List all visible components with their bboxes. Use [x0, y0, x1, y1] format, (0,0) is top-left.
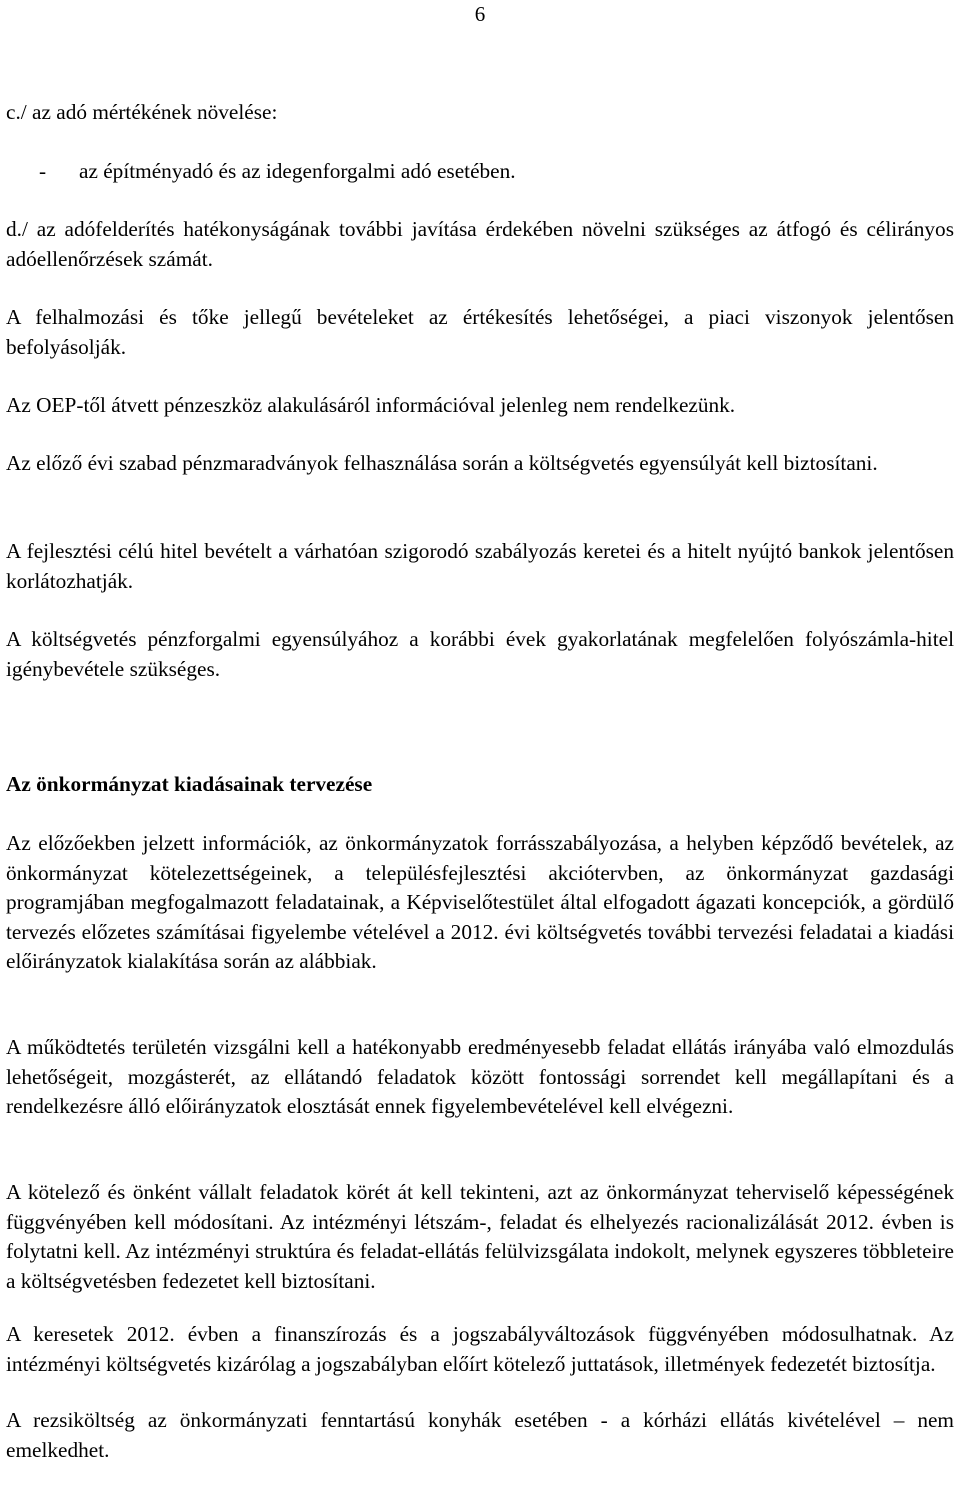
paragraph-oep: Az OEP-től átvett pénzeszköz alakulásáról információval jelenleg nem rendelkezünk. [6, 393, 736, 417]
paragraph-elozoekben: Az előzőekben jelzett információk, az önkormányzatok forrásszabályozása, a helyben képződő bevételek, az önkormányzat kötelezettségeinek, a településfejlesztési akciótervben, az önkormányzat gazdasági programjában megfogalmazott feladatainak, a Képviselőtestület által elfogadott ágazati koncepciók, a gördülő tervezés előzetes számításai figyelembe vételével a 2012. évi költségvetés további tervezési feladatai a kiadási előirányzatok kialakítása során az alábbiak. [6, 831, 954, 973]
paragraph-fejlesztesi-hitel: A fejlesztési célú hitel bevételt a várhatóan szigorodó szabályozás keretei és a hitelt nyújtó bankok jelentősen korlátozhatják. [6, 539, 954, 593]
paragraph-mukodtetes: A működtetés területén vizsgálni kell a hatékonyabb eredményesebb feladat ellátás irányába való elmozdulás lehetőségeit, mozgásterét, az ellátandó feladatok között fontossági sorrendet kell megállapítani és a rendelkezésre álló előirányzatok elosztását ennek figyelembevételével kell elvégezni. [6, 1035, 954, 1118]
section-heading: Az önkormányzat kiadásainak tervezése [6, 772, 373, 796]
item-c-title: c./ az adó mértékének növelése: [6, 100, 278, 124]
paragraph-kotelezo-feladatok: A kötelező és önként vállalt feladatok körét át kell tekinteni, azt az önkormányzat teherviselő képességének függvényében kell módosítani. Az intézményi létszám-, feladat és elhelyezés racionalizálását 2012. évben is folytatni kell. Az intézményi struktúra és feladat-ellátás felülvizsgálata indokolt, melynek egyszeres többleteire a költségvetésben fedezetet kell biztosítani. [6, 1180, 954, 1293]
paragraph-penzforgalmi: A költségvetés pénzforgalmi egyensúlyához a korábbi évek gyakorlatának megfelelően folyószámla-hitel igénybevétele szükséges. [6, 627, 954, 681]
item-c-bullet [39, 157, 516, 187]
paragraph-keresetek: A keresetek 2012. évben a finanszírozás és a jogszabályváltozások függvényében módosulhatnak. Az intézményi költségvetés kizárólag a jogszabályban előírt kötelező juttatások, illetmények fedezetét biztosítja. [6, 1322, 954, 1376]
item-d-paragraph: d./ az adófelderítés hatékonyságának további javítása érdekében növelni szükséges az átfogó és célirányos adóellenőrzések számát. [6, 217, 954, 271]
paragraph-felhalmozasi: A felhalmozási és tőke jellegű bevételeket az értékesítés lehetőségei, a piaci viszonyok jelentősen befolyásolják. [6, 305, 954, 359]
page-number: 6 [474, 2, 486, 26]
paragraph-rezsikoltseg: A rezsiköltség az önkormányzati fenntartású konyhák esetében - a kórházi ellátás kivételével – nem emelkedhet. [6, 1408, 954, 1462]
item-c-bullet-text: az építményadó és az idegenforgalmi adó esetében. [79, 159, 516, 183]
paragraph-penzmaradvany: Az előző évi szabad pénzmaradványok felhasználása során a költségvetés egyensúlyát kell biztosítani. [6, 451, 878, 475]
bullet-dash: - [39, 159, 47, 183]
